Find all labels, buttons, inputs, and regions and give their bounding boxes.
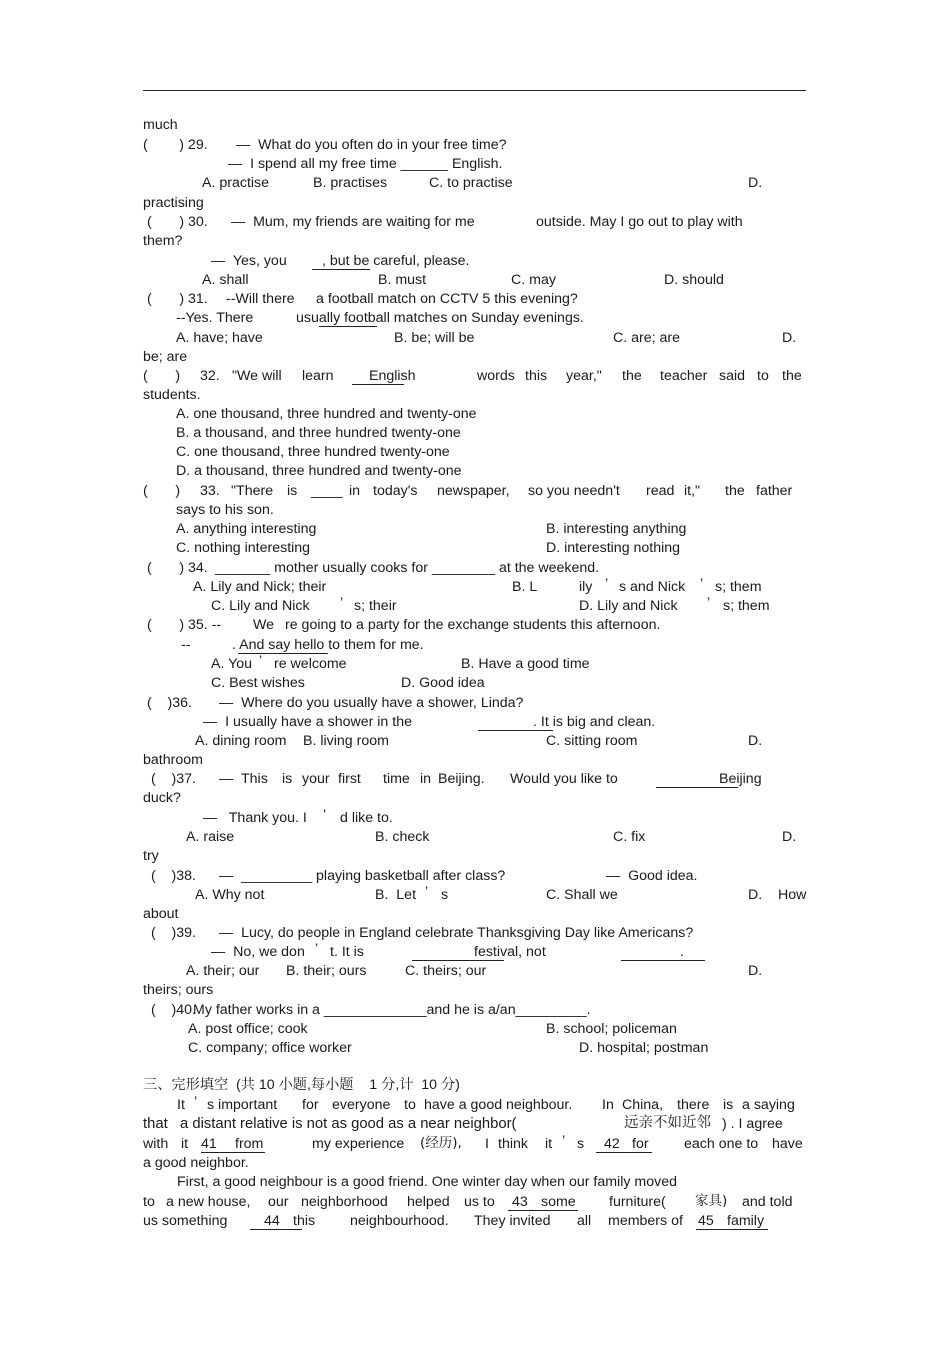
option-d: D. interesting nothing: [546, 540, 681, 556]
passage-word: us to: [464, 1194, 495, 1210]
passage-line: that a distant relative is not as good as a near neighbor(: [143, 1116, 517, 1132]
passage-word: some: [541, 1194, 576, 1210]
option-b: B. Have a good time: [461, 656, 590, 672]
question-prompt: — Mum, my friends are waiting for me: [231, 214, 475, 230]
question-reply: — Good idea.: [606, 868, 698, 884]
passage-word: I: [485, 1136, 489, 1152]
option-b: B. L: [512, 579, 538, 595]
question-word: said: [719, 368, 746, 384]
question-word: so you needn't: [528, 483, 620, 499]
option-b: B. interesting anything: [546, 521, 687, 537]
option-a: A. You: [211, 656, 253, 672]
question-reply-part: ’: [323, 807, 327, 823]
passage-word: It: [177, 1097, 185, 1113]
question-word: words: [477, 368, 515, 384]
passage-line: ) . I agree: [722, 1116, 783, 1132]
question-word: the: [622, 368, 642, 384]
question-reply-part: .: [680, 944, 684, 960]
question-number: ( ) 35. --: [147, 617, 222, 633]
passage-word: us something: [143, 1213, 228, 1229]
question-word: Would you like to: [510, 771, 618, 787]
passage-word: China,: [622, 1097, 664, 1113]
passage-word: with: [143, 1136, 169, 1152]
option-d: D. Good idea: [401, 675, 485, 691]
question-prompt: — Lucy, do people in England celebrate Thanksgiving Day like Americans?: [219, 925, 694, 941]
question-reply-part: festival, not: [474, 944, 546, 960]
option-d-text: bathroom: [143, 752, 203, 768]
question-reply-part: d like to.: [340, 810, 393, 826]
option-c: C. theirs; our: [405, 963, 487, 979]
question-word: first: [338, 771, 361, 787]
question-reply: --Yes. There: [176, 310, 254, 326]
passage-word: it: [181, 1136, 189, 1152]
option-d: D. should: [664, 272, 724, 288]
question-word: read: [646, 483, 675, 499]
question-word: year,": [566, 368, 602, 384]
question-prompt: We: [253, 617, 275, 633]
section-title: 三、完形填空 (共 10 小题,每小题 1 分,计 10 分): [143, 1077, 460, 1093]
option-c: C. may: [511, 272, 556, 288]
question-prompt-cont: students.: [143, 387, 201, 403]
option-c: C. fix: [613, 829, 646, 845]
option-b: B. be; will be: [394, 330, 475, 346]
passage-word: my experience: [312, 1136, 405, 1152]
question-number: ( ) 34.: [147, 560, 208, 576]
option-b-part: ily: [579, 579, 593, 595]
option-b: B. must: [378, 272, 427, 288]
question-word: to: [757, 368, 769, 384]
passage-word: furniture(: [609, 1194, 666, 1210]
question-word: is: [287, 483, 298, 499]
passage-word: everyone: [332, 1097, 391, 1113]
question-number: ( )37.: [151, 771, 196, 787]
passage-word: ’: [194, 1094, 198, 1110]
option-b-part: ’: [605, 576, 609, 592]
question-reply: — Yes, you: [211, 253, 287, 269]
passage-word: to: [404, 1097, 416, 1113]
option-a: A. practise: [202, 175, 270, 191]
option-b-part: s and Nick: [619, 579, 686, 595]
passage-word: a new house,: [166, 1194, 251, 1210]
question-word: 33.: [200, 483, 220, 499]
option-a: A. one thousand, three hundred and twenty-one: [176, 406, 477, 422]
question-word: English: [369, 368, 416, 384]
question-reply-part: ’: [315, 941, 319, 957]
question-reply: — I spend all my free time ______ English.: [228, 156, 503, 172]
question-prompt: --Will there: [226, 291, 295, 307]
question-prompt: _______ mother usually cooks for ________ at the weekend.: [215, 560, 600, 576]
question-reply: — I usually have a shower in the: [203, 714, 412, 730]
passage-word: ’: [562, 1133, 566, 1149]
option-b: B. school; policeman: [546, 1021, 677, 1037]
passage-word: neighborhood: [301, 1194, 388, 1210]
option-b: B. Let: [375, 887, 417, 903]
passage-word: to: [143, 1194, 155, 1210]
prev-question-tail: much: [143, 117, 178, 133]
question-number: ( ) 30.: [147, 214, 208, 230]
question-number: ( ): [143, 368, 181, 384]
option-b: B. their; ours: [286, 963, 367, 979]
question-prompt: — What do you often do in your free time?: [236, 137, 507, 153]
passage-word: for: [632, 1136, 649, 1152]
question-reply-cont: usually football matches on Sunday evenings.: [296, 310, 584, 326]
option-b: B. check: [375, 829, 430, 845]
question-word: learn: [302, 368, 334, 384]
question-word: is: [282, 771, 293, 787]
option-b-part: s: [441, 887, 449, 903]
option-a: A. Lily and Nick; their: [193, 579, 327, 595]
option-d-part: s; them: [723, 598, 770, 614]
question-word: —: [219, 771, 234, 787]
passage-word: think: [498, 1136, 528, 1152]
option-b: B. practises: [313, 175, 388, 191]
passage-word: have: [772, 1136, 803, 1152]
passage-word: it: [545, 1136, 553, 1152]
passage-word: a saying: [742, 1097, 795, 1113]
option-d-text: about: [143, 906, 179, 922]
blank-number: 44: [264, 1213, 280, 1229]
question-number: ( )36.: [147, 695, 192, 711]
option-c: C. nothing interesting: [176, 540, 311, 556]
question-reply-cont: . And say hello to them for me.: [232, 637, 424, 653]
option-d-text: theirs; ours: [143, 982, 214, 998]
option-a: A. anything interesting: [176, 521, 317, 537]
option-a-part: re welcome: [274, 656, 347, 672]
option-c: C. Best wishes: [211, 675, 305, 691]
passage-line: First, a good neighbour is a good friend. One winter day when our family moved: [177, 1174, 677, 1190]
option-d-label: D.: [782, 829, 797, 845]
blank-number: 45: [698, 1213, 714, 1229]
passage-word: is: [723, 1097, 734, 1113]
passage-word: s important: [207, 1097, 278, 1113]
question-word: "We will: [232, 368, 282, 384]
option-d-label: D.: [748, 963, 763, 979]
question-number: ( ) 31.: [147, 291, 208, 307]
option-c-part: ’: [340, 595, 344, 611]
question-word: father: [756, 483, 793, 499]
passage-word: from: [235, 1136, 264, 1152]
option-b: B. a thousand, and three hundred twenty-one: [176, 425, 461, 441]
passage-word: helped: [407, 1194, 450, 1210]
passage-chinese: 家具): [695, 1193, 728, 1209]
question-word: the: [725, 483, 745, 499]
question-word: Beijing: [719, 771, 762, 787]
option-d-text: try: [143, 848, 159, 864]
question-word: your: [302, 771, 330, 787]
question-number: ( ): [143, 483, 181, 499]
option-a: A. Why not: [195, 887, 265, 903]
option-a: A. post office; cook: [188, 1021, 308, 1037]
question-prompt: — _________ playing basketball after class?: [219, 868, 506, 884]
option-a: A. their; our: [186, 963, 260, 979]
question-word: this: [525, 368, 548, 384]
question-word: in: [420, 771, 432, 787]
question-prompt-cont: outside. May I go out to play with: [536, 214, 743, 230]
option-c: C. Shall we: [546, 887, 618, 903]
question-reply-cont: . It is big and clean.: [533, 714, 656, 730]
answer-blank: [621, 960, 705, 961]
question-prompt: My father works in a _____________and he is a/an_________.: [193, 1002, 591, 1018]
option-d-label: D.: [748, 175, 763, 191]
question-number: ( )40.: [151, 1002, 196, 1018]
question-word: This: [241, 771, 268, 787]
option-c: C. one thousand, three hundred twenty-one: [176, 444, 450, 460]
blank-number: 43: [512, 1194, 528, 1210]
question-prompt-cont: duck?: [143, 790, 181, 806]
question-number: ( )38.: [151, 868, 196, 884]
question-word: ____: [311, 483, 343, 499]
option-b-part: ’: [700, 576, 704, 592]
option-b: B. living room: [303, 733, 389, 749]
passage-word: for: [302, 1097, 319, 1113]
passage-chinese: (经历),: [420, 1135, 462, 1151]
question-reply: — Thank you. I: [203, 810, 307, 826]
question-word: time: [383, 771, 410, 787]
passage-word: and told: [742, 1194, 793, 1210]
question-word: 32.: [200, 368, 220, 384]
option-c: C. to practise: [429, 175, 513, 191]
passage-word: have a good neighbour.: [424, 1097, 573, 1113]
option-d-label: D.: [748, 733, 763, 749]
passage-word: our: [268, 1194, 289, 1210]
passage-line: a good neighbor.: [143, 1155, 249, 1171]
question-prompt-cont: them?: [143, 233, 183, 249]
option-a: A. shall: [202, 272, 249, 288]
question-prompt-cont: a football match on CCTV 5 this evening?: [316, 291, 578, 307]
passage-word: family: [727, 1213, 765, 1229]
option-d-part: ’: [707, 595, 711, 611]
question-word: today's: [373, 483, 418, 499]
question-word: in: [349, 483, 361, 499]
option-c: C. company; office worker: [188, 1040, 352, 1056]
option-d-text: practising: [143, 195, 204, 211]
option-d: D. Lily and Nick: [579, 598, 678, 614]
question-reply: — No, we don: [211, 944, 305, 960]
question-prompt-cont: says to his son.: [176, 502, 274, 518]
option-d-label: D.: [782, 330, 797, 346]
option-d: D. How: [748, 887, 807, 903]
passage-word: In: [602, 1097, 614, 1113]
option-a: A. dining room: [195, 733, 287, 749]
question-word: "There: [231, 483, 274, 499]
question-reply-part: t. It is: [330, 944, 364, 960]
option-d: D. hospital; postman: [579, 1040, 709, 1056]
passage-word: They invited: [474, 1213, 551, 1229]
option-d-text: be; are: [143, 349, 188, 365]
question-word: Beijing.: [438, 771, 485, 787]
option-a: A. raise: [186, 829, 235, 845]
question-reply-cont: , but be careful, please.: [322, 253, 470, 269]
passage-word: members of: [608, 1213, 683, 1229]
question-word: it,": [684, 483, 701, 499]
option-d: D. a thousand, three hundred and twenty-one: [176, 463, 462, 479]
option-b-part: ’: [425, 884, 429, 900]
question-word: the: [782, 368, 802, 384]
blank-number: 41: [201, 1136, 217, 1152]
passage-word: there: [677, 1097, 710, 1113]
passage-chinese: 远亲不如近邻: [624, 1115, 711, 1131]
option-a-part: ’: [259, 653, 263, 669]
passage-word: s: [577, 1136, 585, 1152]
option-c-part: s; their: [354, 598, 397, 614]
question-word: teacher: [660, 368, 708, 384]
option-c: C. are; are: [613, 330, 681, 346]
option-c: C. sitting room: [546, 733, 638, 749]
question-prompt-cont: re going to a party for the exchange students this afternoon.: [285, 617, 661, 633]
passage-word: this: [293, 1213, 316, 1229]
passage-word: each one to: [684, 1136, 759, 1152]
header-rule: [143, 90, 806, 91]
option-a: A. have; have: [176, 330, 263, 346]
question-word: newspaper,: [437, 483, 510, 499]
question-reply: --: [181, 637, 191, 653]
option-b-part: s; them: [715, 579, 762, 595]
passage-word: neighbourhood.: [350, 1213, 449, 1229]
question-number: ( ) 29.: [143, 137, 208, 153]
passage-word: all: [577, 1213, 592, 1229]
blank-number: 42: [604, 1136, 620, 1152]
question-prompt: — Where do you usually have a shower, Linda?: [219, 695, 524, 711]
question-number: ( )39.: [151, 925, 196, 941]
option-c: C. Lily and Nick: [211, 598, 310, 614]
